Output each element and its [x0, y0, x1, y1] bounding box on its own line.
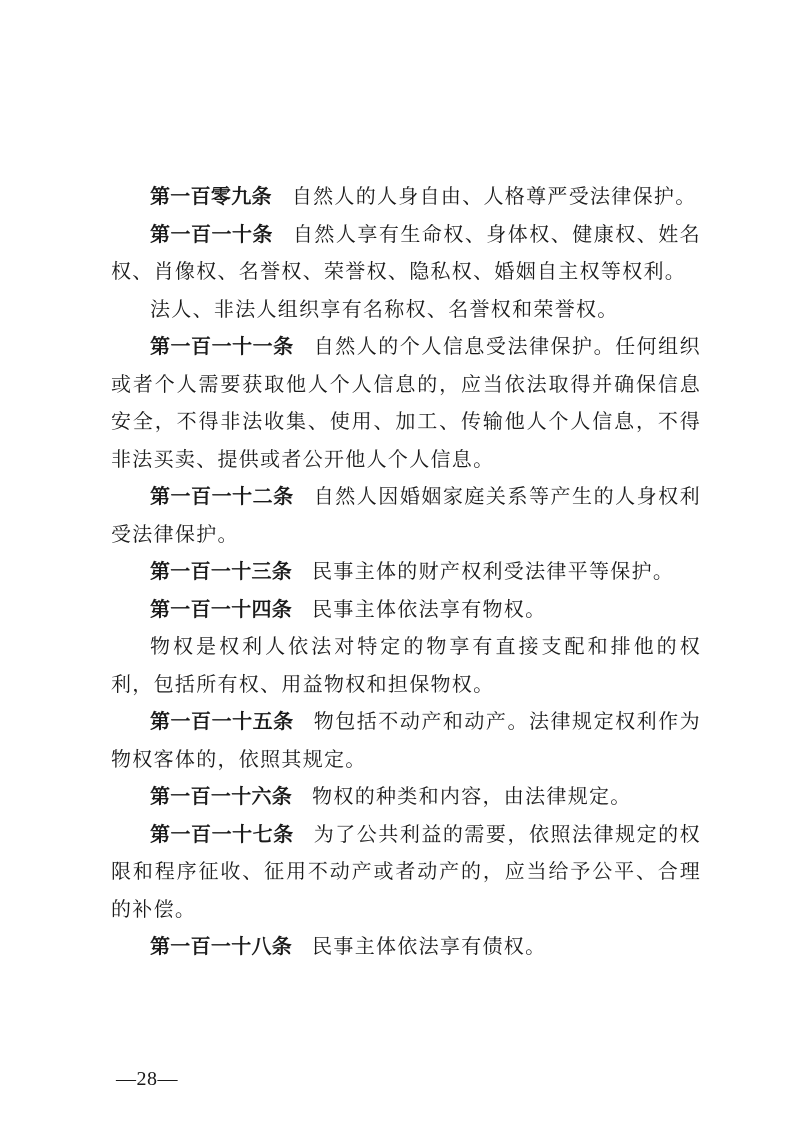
paragraph-article-112 — [111, 478, 701, 553]
article-heading: 第一百一十一条 — [150, 334, 294, 358]
article-heading: 第一百一十八条 — [150, 934, 293, 958]
article-text: 自然人的人身自由、人格尊严受法律保护。 — [291, 184, 697, 208]
article-text: 法人、非法人组织享有名称权、名誉权和荣誉权。 — [150, 296, 619, 321]
paragraph-article-116 — [111, 778, 701, 816]
paragraph-article-115 — [111, 703, 701, 778]
article-text: 民事主体依法享有债权。 — [312, 934, 547, 958]
article-heading: 第一百一十五条 — [150, 709, 294, 733]
article-text: 自然人的个人信息受法律保护。任何组织或者个人需要获取他人个人信息的，应当依法取得并确保信息安全，不得非法收集、使用、加工、传输他人个人信息，不得非法买卖、提供或者公开他人个人信息。 — [111, 334, 701, 471]
article-text: 自然人因婚姻家庭关系等产生的人身权利受法律保护。 — [111, 484, 701, 546]
page-number: —28— — [116, 1068, 178, 1090]
paragraph-article-109 — [111, 178, 701, 216]
article-heading: 第一百一十六条 — [150, 784, 293, 808]
paragraph-article-114-clause-2 — [111, 628, 701, 703]
article-heading: 第一百一十三条 — [150, 559, 293, 583]
paragraph-article-117 — [111, 816, 701, 929]
article-heading: 第一百一十条 — [150, 221, 273, 246]
paragraph-article-118 — [111, 928, 701, 966]
paragraph-article-110 — [111, 216, 701, 291]
document-body — [111, 178, 701, 966]
article-text: 自然人享有生命权、身体权、健康权、姓名权、肖像权、名誉权、荣誉权、隐私权、婚姻自主权等权利。 — [111, 221, 701, 283]
paragraph-article-110-clause-2 — [111, 291, 701, 329]
article-text: 为了公共利益的需要，依照法律规定的权限和程序征收、征用不动产或者动产的，应当给予公平、合理的补偿。 — [111, 821, 701, 921]
article-heading: 第一百一十七条 — [150, 821, 294, 846]
paragraph-article-113 — [111, 553, 701, 591]
paragraph-article-111 — [111, 328, 701, 478]
article-text: 物权的种类和内容，由法律规定。 — [312, 784, 632, 808]
article-heading: 第一百零九条 — [150, 184, 272, 208]
article-text: 物包括不动产和动产。法律规定权利作为物权客体的，依照其规定。 — [111, 709, 701, 771]
article-heading: 第一百一十二条 — [150, 484, 294, 508]
article-text: 民事主体的财产权利受法律平等保护。 — [312, 559, 675, 583]
article-text: 民事主体依法享有物权。 — [312, 596, 547, 621]
article-heading: 第一百一十四条 — [150, 596, 293, 621]
article-text: 物权是权利人依法对特定的物享有直接支配和排他的权利，包括所有权、用益物权和担保物权。 — [111, 634, 701, 696]
paragraph-article-114 — [111, 591, 701, 629]
